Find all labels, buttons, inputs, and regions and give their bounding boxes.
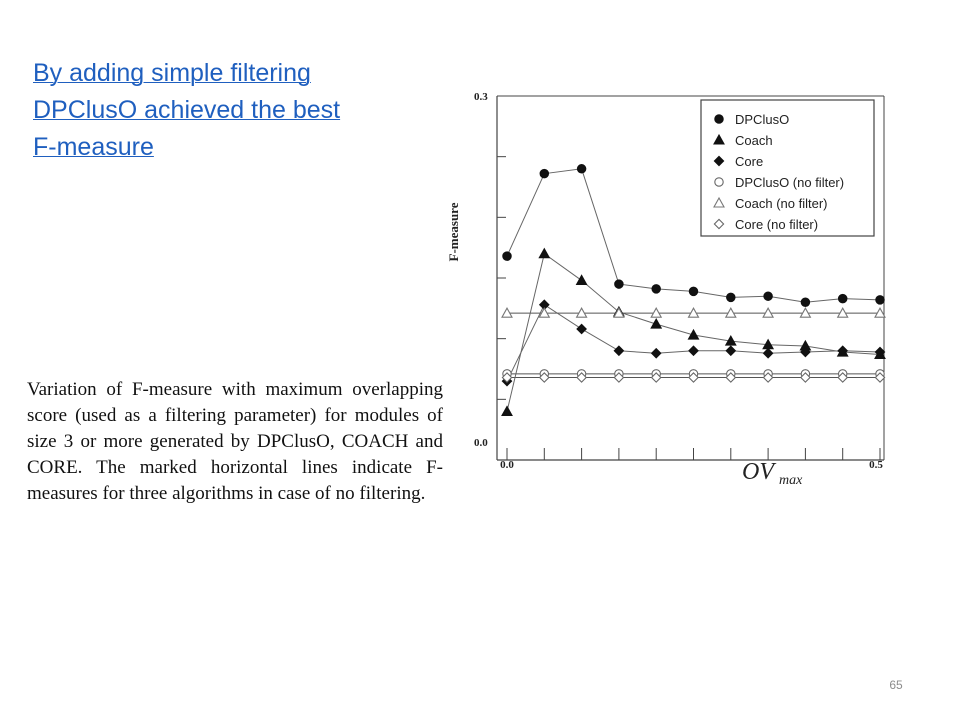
page-number: 65	[889, 678, 903, 692]
data-point	[764, 349, 773, 358]
legend-label: Core	[735, 154, 764, 169]
slide-title-line-2[interactable]: DPClusO achieved the best	[33, 96, 341, 124]
data-point	[727, 293, 735, 301]
x-tick-label: 0.5	[869, 459, 883, 471]
slide-title-line-1[interactable]: By adding simple filtering	[33, 59, 311, 87]
data-point	[502, 406, 512, 415]
data-point	[577, 165, 585, 173]
data-point	[614, 346, 623, 355]
data-point	[652, 349, 661, 358]
data-point	[726, 346, 735, 355]
y-axis-label: F-measure	[446, 202, 461, 262]
data-point	[764, 292, 772, 300]
legend-label: Coach	[735, 133, 773, 148]
slide-title-line-3[interactable]: F-measure	[33, 133, 154, 161]
data-point	[689, 330, 699, 339]
data-point	[689, 287, 697, 295]
x-tick-label: 0.0	[500, 459, 514, 471]
data-point	[503, 252, 511, 260]
legend-label: Coach (no filter)	[735, 196, 828, 211]
data-point	[801, 298, 809, 306]
data-point	[540, 169, 548, 177]
y-tick-label: 0.0	[474, 437, 488, 449]
chart-legend	[701, 100, 874, 236]
data-point	[651, 319, 661, 328]
data-point	[876, 296, 884, 304]
legend-label: DPClusO (no filter)	[735, 175, 845, 190]
legend-marker	[715, 178, 723, 186]
data-point	[652, 285, 660, 293]
data-point	[577, 275, 587, 284]
data-point	[577, 324, 586, 333]
x-axis-label-subscript: max	[779, 473, 803, 488]
data-point	[539, 249, 549, 258]
no-filter-lines	[507, 313, 880, 377]
legend-marker	[715, 115, 723, 123]
data-point	[615, 280, 623, 288]
data-point	[839, 294, 847, 302]
data-point	[689, 346, 698, 355]
x-axis-label: OV	[742, 459, 774, 485]
y-tick-label: 0.3	[474, 91, 488, 103]
legend-label: DPClusO	[735, 112, 790, 127]
legend-label: Core (no filter)	[735, 217, 819, 232]
figure-caption: Variation of F-measure with maximum overlapping score (used as a filtering parameter) for modules of size 3 or more generated by DPClusO, COACH and CORE. The marked horizontal lines indicate F-measures for three algorithms in case of no filtering.	[27, 379, 443, 504]
